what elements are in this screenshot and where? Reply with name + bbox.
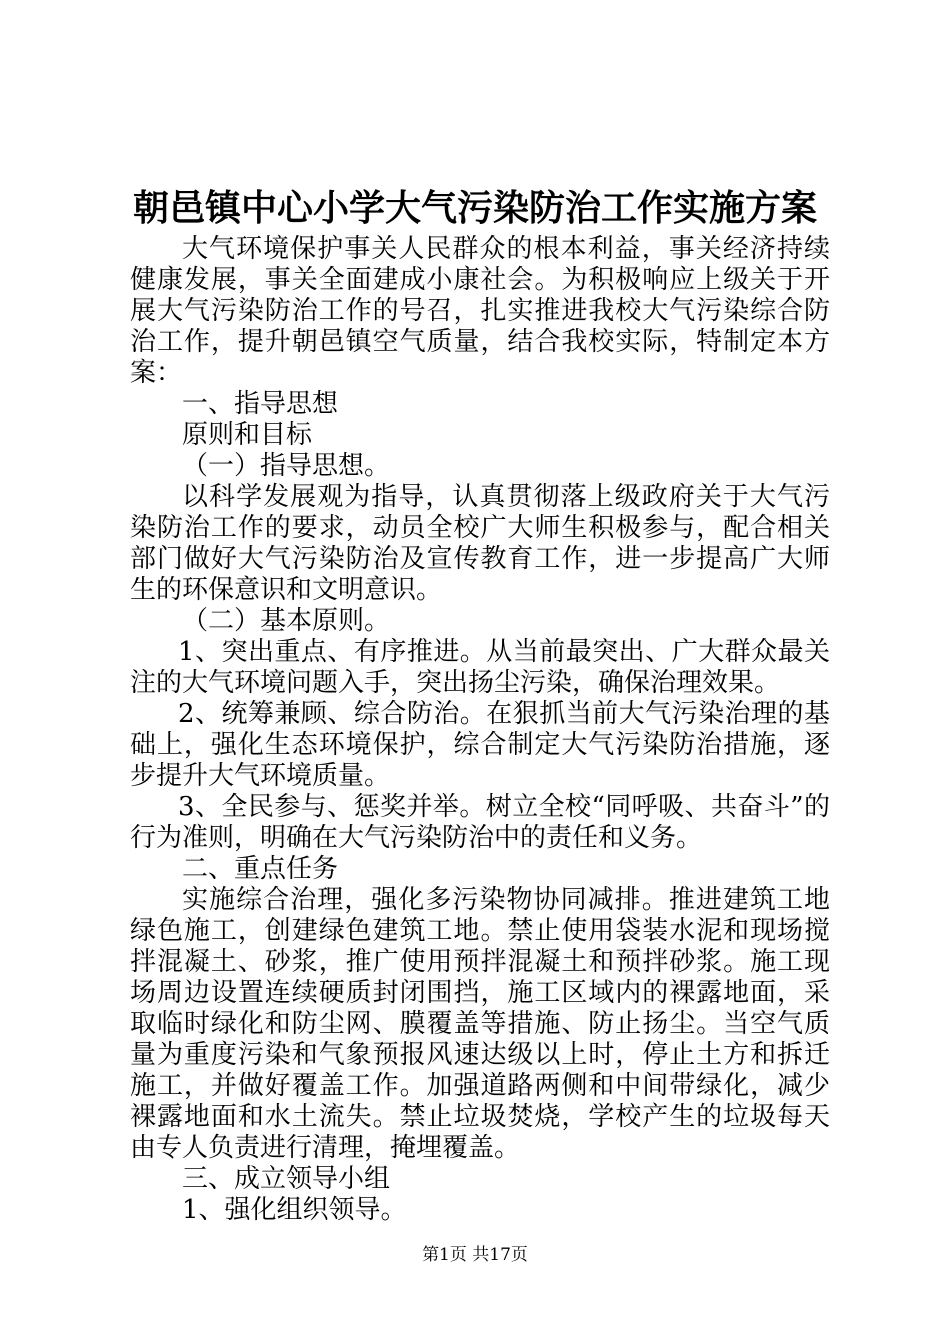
- heading-guiding-ideology: 一、指导思想: [182, 389, 339, 419]
- heading-leadership-group: 三、成立领导小组: [182, 1164, 391, 1194]
- page-number-footer: 第1页 共17页: [422, 1245, 528, 1265]
- subheading-guiding-ideology: （一）指导思想。: [182, 451, 391, 481]
- paragraph-principle-3: 3、全民参与、惩奖并举。树立全校“同呼吸、共奋斗”的行为准则，明确在大气污染防治中的责任和义务。: [130, 792, 830, 853]
- paragraph-key-tasks: 实施综合治理，强化多污染物协同减排。推进建筑工地绿色施工，创建绿色建筑工地。禁止使用袋装水泥和现场搅拌混凝土、砂浆，推广使用预拌混凝土和预拌砂浆。施工现场周边设置连续硬质封闭围挡，施工区域内的裸露地面，采取临时绿化和防尘网、膜覆盖等措施、防止扬尘。当空气质量为重度污染和气象预报风速达级以上时，停止土方和拆迁施工，并做好覆盖工作。加强道路两侧和中间带绿化，减少裸露地面和水土流失。禁止垃圾焚烧，学校产生的垃圾每天由专人负责进行清理，掩埋覆盖。: [130, 885, 830, 1163]
- paragraph-leadership-1: 1、强化组织领导。: [182, 1195, 407, 1225]
- subheading-basic-principles: （二）基本原则。: [182, 606, 391, 636]
- heading-principles-goals: 原则和目标: [182, 420, 313, 450]
- paragraph-principle-1: 1、突出重点、有序推进。从当前最突出、广大群众最关注的大气环境问题入手，突出扬尘污染，确保治理效果。: [130, 637, 830, 698]
- paragraph-principle-2: 2、统筹兼顾、综合防治。在狠抓当前大气污染治理的基础上，强化生态环境保护，综合制定大气污染防治措施，逐步提升大气环境质量。: [130, 699, 830, 791]
- document-body: [130, 234, 830, 1226]
- heading-key-tasks: 二、重点任务: [182, 854, 339, 884]
- paragraph-guiding-ideology: 以科学发展观为指导，认真贯彻落上级政府关于大气污染防治工作的要求，动员全校广大师生积极参与，配合相关部门做好大气污染防治及宣传教育工作，进一步提高广大师生的环保意识和文明意识。: [130, 482, 830, 605]
- paragraph-intro: 大气环境保护事关人民群众的根本利益，事关经济持续健康发展，事关全面建成小康社会。为积极响应上级关于开展大气污染防治工作的号召，扎实推进我校大气污染综合防治工作，提升朝邑镇空气质量，结合我校实际，特制定本方案：: [130, 234, 830, 388]
- document-title: 朝邑镇中心小学大气污染防治工作实施方案: [132, 187, 817, 229]
